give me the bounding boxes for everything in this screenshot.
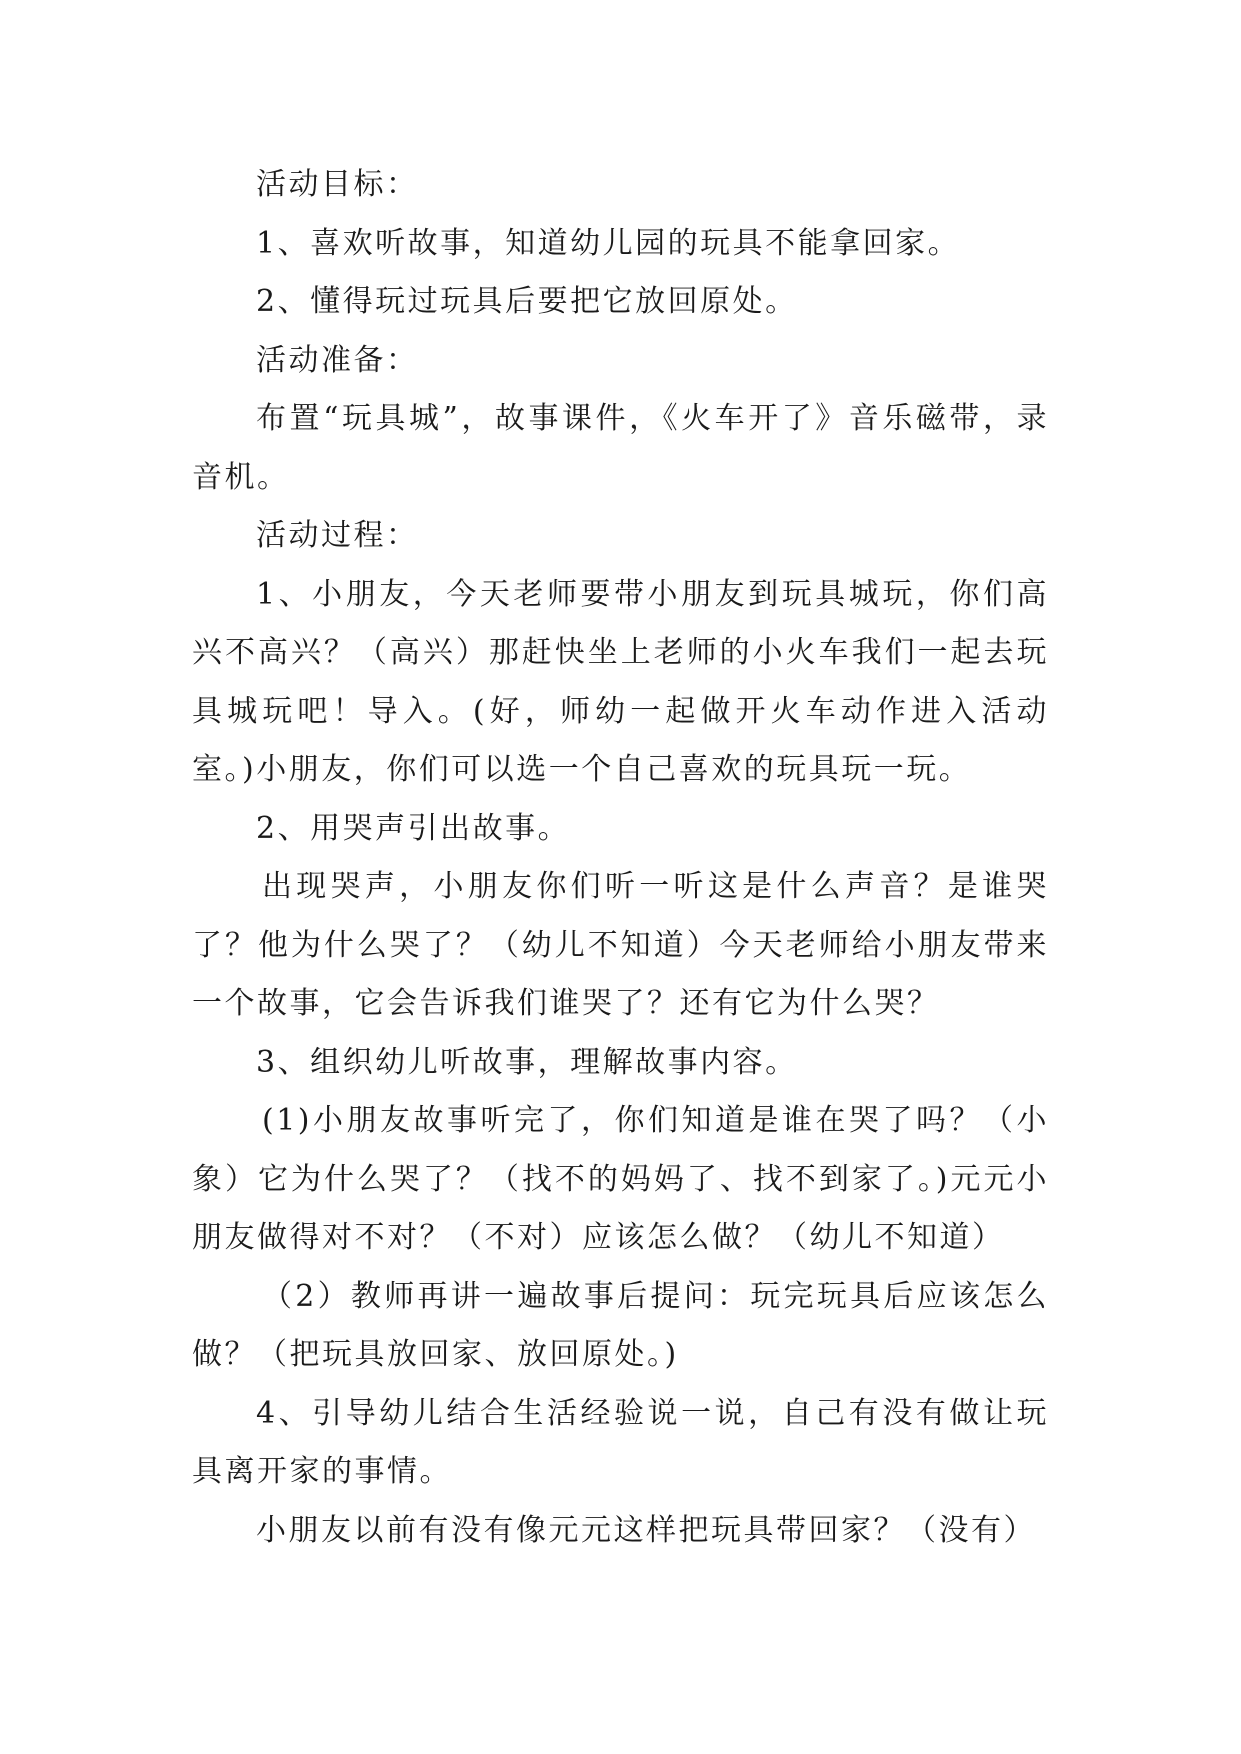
process-step-1: 1、小朋友，今天老师要带小朋友到玩具城玩，你们高兴不高兴？（高兴）那赶快坐上老师的小火车我们一起去玩具城玩吧！导入。(好，师幼一起做开火车动作进入活动室。)小朋友，你们可以选一个自己喜欢的玩具玩一玩。 [192,576,1049,787]
process-step-4-detail: 小朋友以前有没有像元元这样把玩具带回家？（没有） [256,1512,1036,1548]
document-body [192,156,1049,1560]
process-step-3-question-1: (1)小朋友故事听完了，你们知道是谁在哭了吗？（小象）它为什么哭了？（找不的妈妈了、找不到家了。)元元小朋友做得对不对？（不对）应该怎么做？（幼儿不知道） [192,1103,1049,1255]
heading-activity-process: 活动过程： [256,518,419,553]
process-step-4: 4、引导幼儿结合生活经验说一说，自己有没有做让玩具离开家的事情。 [192,1395,1049,1489]
goal-item-1: 1、喜欢听故事，知道幼儿园的玩具不能拿回家。 [256,225,961,261]
process-step-2: 2、用哭声引出故事。 [256,810,571,846]
process-step-3-question-2: （2）教师再讲一遍故事后提问：玩完玩具后应该怎么做？（把玩具放回家、放回原处。) [192,1278,1049,1372]
process-step-3: 3、组织幼儿听故事，理解故事内容。 [256,1044,798,1080]
preparation-text: 布置“玩具城”，故事课件，《火车开了》音乐磁带，录音机。 [192,401,1049,495]
heading-activity-preparation: 活动准备： [256,342,419,378]
process-step-2-detail: 出现哭声，小朋友你们听一听这是什么声音？是谁哭了？他为什么哭了？（幼儿不知道）今天老师给小朋友带来一个故事，它会告诉我们谁哭了？还有它为什么哭？ [192,869,1049,1021]
heading-activity-goals: 活动目标： [256,167,419,202]
goal-item-2: 2、懂得玩过玩具后要把它放回原处。 [256,284,798,319]
